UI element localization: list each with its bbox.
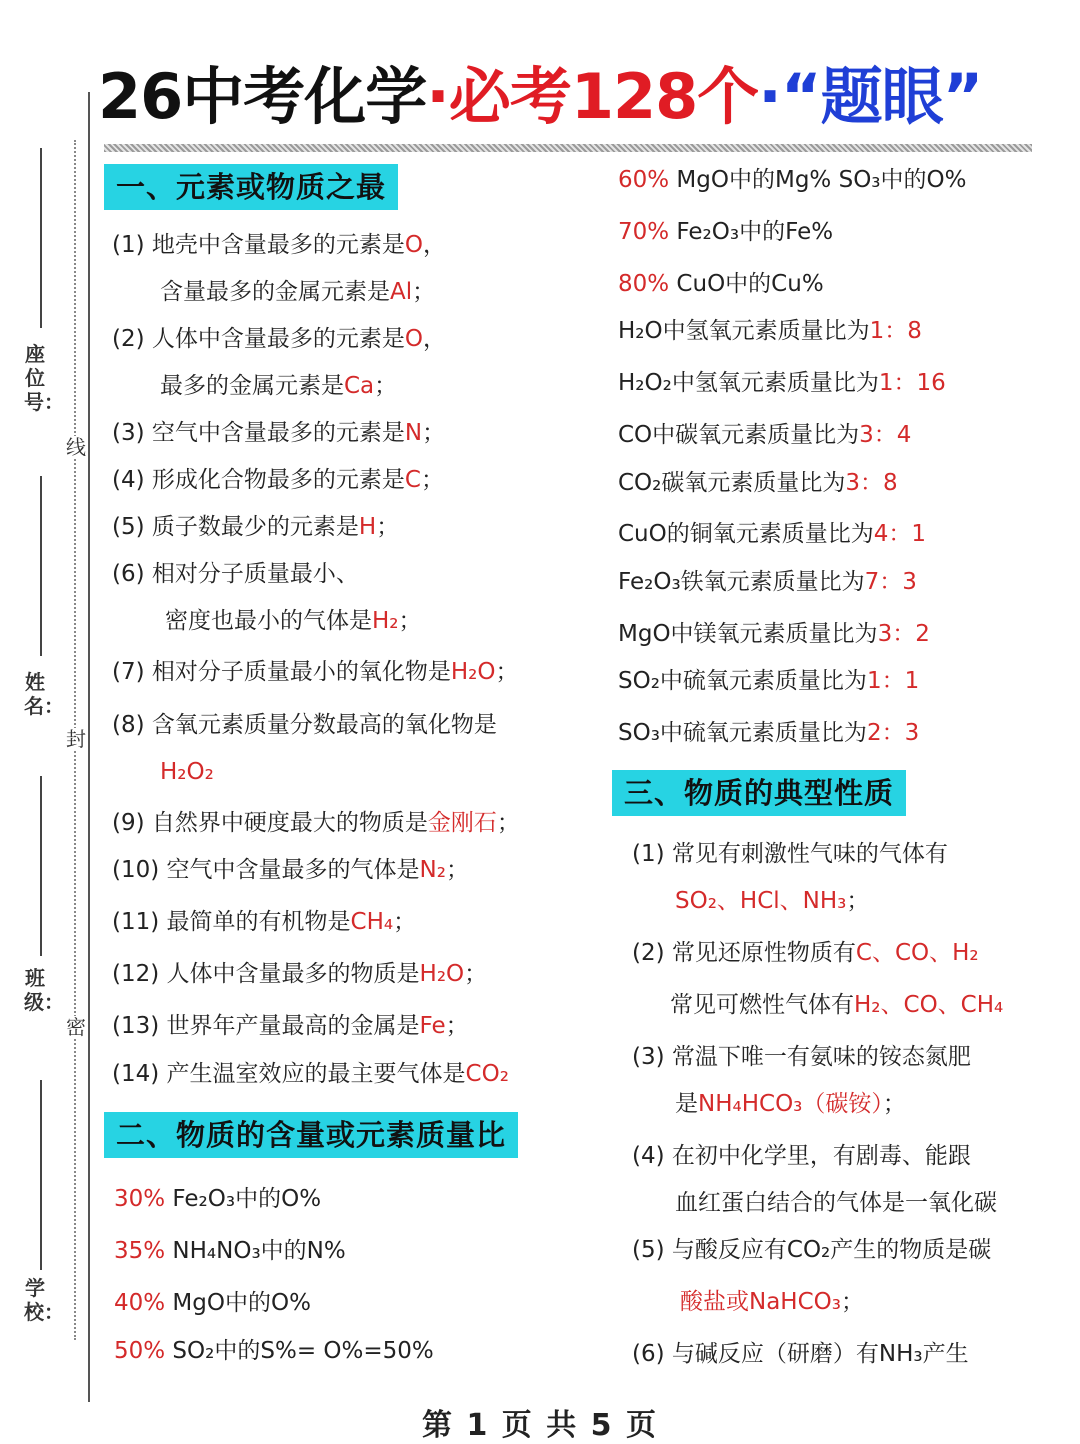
list-item: (5) 与酸反应有CO₂产生的物质是碳 bbox=[632, 1237, 992, 1263]
list-item: H₂O中氢氧元素质量比为1：8 bbox=[618, 318, 922, 344]
list-item: 40% MgO中的O% bbox=[114, 1290, 311, 1316]
list-item: H₂O₂中氢氧元素质量比为1：16 bbox=[618, 370, 946, 396]
school-field-line bbox=[40, 1080, 42, 1270]
list-item: 密度也最小的气体是H₂； bbox=[165, 608, 422, 634]
list-item: 常见可燃性气体有H₂、CO、CH₄ bbox=[670, 992, 1004, 1018]
list-item: 是NH₄HCO₃（碳铵）； bbox=[675, 1091, 906, 1117]
list-item: (12) 人体中含量最多的物质是H₂O； bbox=[112, 961, 488, 987]
page-number: 第 1 页 共 5 页 bbox=[422, 1408, 658, 1443]
list-item: 含量最多的金属元素是Al； bbox=[160, 279, 436, 305]
list-item: CO中碳氧元素质量比为3：4 bbox=[618, 422, 912, 448]
list-item: (6) 相对分子质量最小、 bbox=[112, 561, 359, 587]
list-item: 最多的金属元素是Ca； bbox=[160, 373, 398, 399]
list-item: (2) 常见还原性物质有C、CO、H₂ bbox=[632, 940, 979, 966]
section-header: 一、元素或物质之最 bbox=[104, 164, 398, 210]
list-item: SO₂中硫氧元素质量比为1：1 bbox=[618, 668, 920, 694]
section-header: 三、物质的典型性质 bbox=[612, 770, 906, 816]
list-item: CuO的铜氧元素质量比为4：1 bbox=[618, 521, 927, 547]
seat-field-line bbox=[40, 148, 42, 328]
title-dot: · bbox=[426, 60, 449, 133]
list-item: (7) 相对分子质量最小的氧化物是H₂O； bbox=[112, 659, 519, 685]
list-item: 30% Fe₂O₃中的O% bbox=[114, 1186, 322, 1212]
list-item: (6) 与碱反应（研磨）有NH₃产生 bbox=[632, 1341, 969, 1367]
margin-line bbox=[88, 92, 90, 1402]
list-item: (11) 最简单的有机物是CH₄； bbox=[112, 909, 417, 935]
list-item: (10) 空气中含量最多的气体是N₂； bbox=[112, 857, 469, 883]
list-item: Fe₂O₃铁氧元素质量比为7：3 bbox=[618, 569, 917, 595]
school-label: 学校： bbox=[24, 1276, 64, 1324]
class-field-line bbox=[40, 776, 42, 956]
seat-label: 座位号： bbox=[24, 342, 64, 414]
list-item: (3) 常温下唯一有氨味的铵态氮肥 bbox=[632, 1044, 971, 1070]
name-field-line bbox=[40, 476, 42, 656]
list-item: (1) 地壳中含量最多的元素是O， bbox=[112, 232, 446, 258]
list-item: (2) 人体中含量最多的元素是O， bbox=[112, 326, 446, 352]
class-label: 班级： bbox=[24, 966, 64, 1014]
list-item: (13) 世界年产量最高的金属是Fe； bbox=[112, 1013, 469, 1039]
list-item: (3) 空气中含量最多的元素是N； bbox=[112, 420, 446, 446]
page-title: 26中考化学·必考128个·“题眼” bbox=[98, 60, 983, 133]
list-item: (14) 产生温室效应的最主要气体是CO₂ bbox=[112, 1061, 509, 1087]
title-dot: · bbox=[758, 60, 781, 133]
seal-mark-seal: 封 bbox=[66, 727, 86, 751]
list-item: H₂O₂ bbox=[160, 759, 214, 785]
seal-mark-line: 线 bbox=[66, 435, 86, 459]
list-item: (8) 含氧元素质量分数最高的氧化物是 bbox=[112, 712, 497, 738]
list-item: CO₂碳氧元素质量比为3：8 bbox=[618, 470, 898, 496]
list-item: (4) 在初中化学里，有剧毒、能跟 bbox=[632, 1143, 971, 1169]
list-item: 35% NH₄NO₃中的N% bbox=[114, 1238, 346, 1264]
list-item: MgO中镁氧元素质量比为3：2 bbox=[618, 621, 930, 647]
list-item: 70% Fe₂O₃中的Fe% bbox=[618, 219, 834, 245]
section-header: 二、物质的含量或元素质量比 bbox=[104, 1112, 518, 1158]
seal-mark-dense: 密 bbox=[66, 1015, 86, 1039]
list-item: 血红蛋白结合的气体是一氧化碳 bbox=[675, 1190, 997, 1216]
name-label: 姓名： bbox=[24, 670, 64, 718]
list-item: 60% MgO中的Mg% SO₃中的O% bbox=[618, 167, 967, 193]
list-item: 50% SO₂中的S%= O%=50% bbox=[114, 1338, 434, 1364]
list-item: (4) 形成化合物最多的元素是C； bbox=[112, 467, 444, 493]
list-item: SO₂、HCl、NH₃； bbox=[675, 888, 870, 914]
list-item: (5) 质子数最少的元素是H； bbox=[112, 514, 400, 540]
title-divider bbox=[104, 144, 1032, 152]
list-item: (1) 常见有刺激性气味的气体有 bbox=[632, 841, 948, 867]
list-item: 酸盐或NaHCO₃； bbox=[680, 1289, 864, 1315]
list-item: 80% CuO中的Cu% bbox=[618, 271, 824, 297]
list-item: (9) 自然界中硬度最大的物质是金刚石； bbox=[112, 810, 520, 836]
list-item: SO₃中硫氧元素质量比为2：3 bbox=[618, 720, 920, 746]
